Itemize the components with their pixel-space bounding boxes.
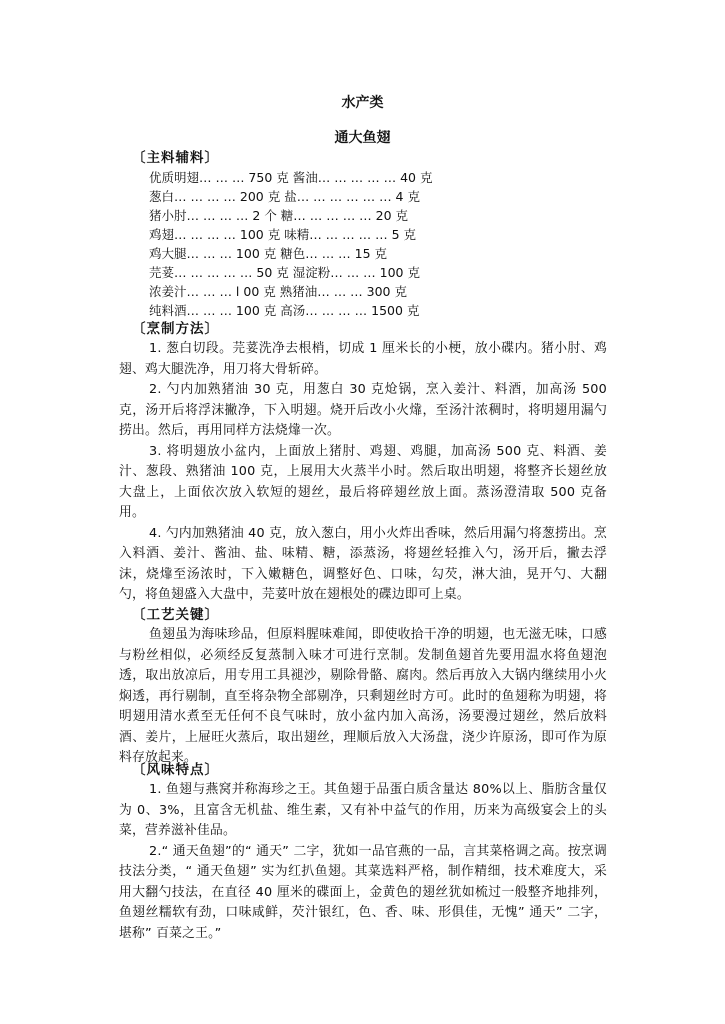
method-section	[119, 319, 607, 606]
method-step: 4. 勺内加熟猪油 40 克，放入葱白，用小火炸出香味，然后用漏勺将葱捞出。烹入料酒、姜汁、酱油、盐、味精、糖，添蒸汤，将翅丝轻推入勺，汤开后，撇去浮沫，烧㸆至汤浓时，下入嫩糖色，调整好色、口味，勾芡，淋大油，晃开勺、大翻勺，将鱼翅盛入大盘中，芫荽叶放在翅根处的碟边即可上桌。	[119, 525, 607, 602]
flavor-heading: 〔风味特点〕	[132, 762, 219, 778]
ingredient-line: 优质明翅… … … 750 克 酱油… … … … … 40 克	[149, 170, 433, 185]
ingredient-line: 猪小肘… … … … 2 个 糖… … … … … 20 克	[149, 208, 409, 223]
ingredient-line: 浓姜汁… … … l 00 克 熟猪油… … … 300 克	[149, 284, 407, 299]
ingredient-line: 芫荽… … … … … 50 克 湿淀粉… … … 100 克	[149, 265, 420, 280]
method-step: 2. 勺内加熟猪油 30 克，用葱白 30 克炝锅，烹入姜汁、料酒，加高汤 500 克，汤开后将浮沫撇净，下入明翅。烧开后改小火㸆，至汤汁浓稠时，将明翅用漏勺捞出。然后，再用同样方法烧㸆一次。	[119, 382, 607, 438]
method-step: 1. 葱白切段。芫荽洗净去根梢，切成 1 厘米长的小梗，放小碟内。猪小肘、鸡翅、鸡大腿洗净，用刀将大骨斩碎。	[119, 341, 607, 377]
technique-heading: 〔工艺关键〕	[132, 607, 219, 623]
ingredient-line: 纯料酒… … … 100 克 高汤… … … … 1500 克	[149, 303, 420, 318]
ingredients-section	[119, 148, 607, 320]
ingredient-line: 鸡翅… … … … 100 克 味精… … … … … 5 克	[149, 227, 416, 242]
flavor-section	[119, 760, 607, 944]
category-heading: 水产类	[341, 95, 384, 111]
ingredients-heading: 〔主料辅料〕	[132, 150, 219, 166]
ingredient-line: 鸡大腿… … … 100 克 糖色… … … 15 克	[149, 246, 388, 261]
method-step: 3. 将明翅放小盆内，上面放上猪肘、鸡翅、鸡腿，加高汤 500 克、料酒、姜汁、葱段、熟猪油 100 克，上展用大火蒸半小时。然后取出明翅，将整齐长翅丝放大盘上，上面依次放入软短的翅丝，最后将碎翅丝放上面。蒸汤澄清取 500 克备用。	[119, 443, 607, 520]
flavor-paragraph: 2.“ 通天鱼翅”的“ 通天” 二字，犹如一品官燕的一品，言其菜格调之高。按烹调技法分类，“ 通天鱼翅” 实为红扒鱼翅。其菜选料严格，制作精细，技术难度大，采用大翻勺技法，在直径 40 厘米的碟面上，金黄色的翅丝犹如梳过一般整齐地排列，鱼翅丝糯软有劲，口味咸鲜，芡汁银红，色、香、味、形俱佳，无愧” 通天” 二字，堪称” 百菜之王。”	[119, 843, 607, 941]
ingredient-line: 葱白… … … … 200 克 盐… … … … … … 4 克	[149, 189, 420, 204]
recipe-title: 通大鱼翅	[334, 130, 391, 146]
technique-paragraph: 鱼翅虽为海味珍品，但原料腥味难闻，即使收拾干净的明翅，也无滋无味，口感与粉丝相似，必须经反复蒸制入味才可进行烹制。发制鱼翅首先要用温水将鱼翅泡透，取出放凉后，用专用工具褪沙，剔除骨骼、腐肉。然后再放入大锅内继续用小火焖透，再行剔制，直至将杂物全部剔净，只剩翅丝时方可。此时的鱼翅称为明翅，将明翅用清水煮至无任何不良气味时，放小盆内加入高汤，汤要漫过翅丝，然后放料酒、姜片，上屉旺火蒸后，取出翅丝，理顺后放入大汤盘，浇少许原汤，即可作为原料存放起来。	[119, 627, 607, 765]
technique-section	[119, 605, 607, 769]
method-heading: 〔烹制方法〕	[132, 321, 219, 337]
flavor-paragraph: 1. 鱼翅与燕窝并称海珍之王。其鱼翅于品蛋白质含量达 80%以上、脂肪含量仅为 0、3%，且富含无机盐、维生素，又有补中益气的作用，历来为高级宴会上的头菜，营养滋补佳品。	[119, 782, 607, 838]
